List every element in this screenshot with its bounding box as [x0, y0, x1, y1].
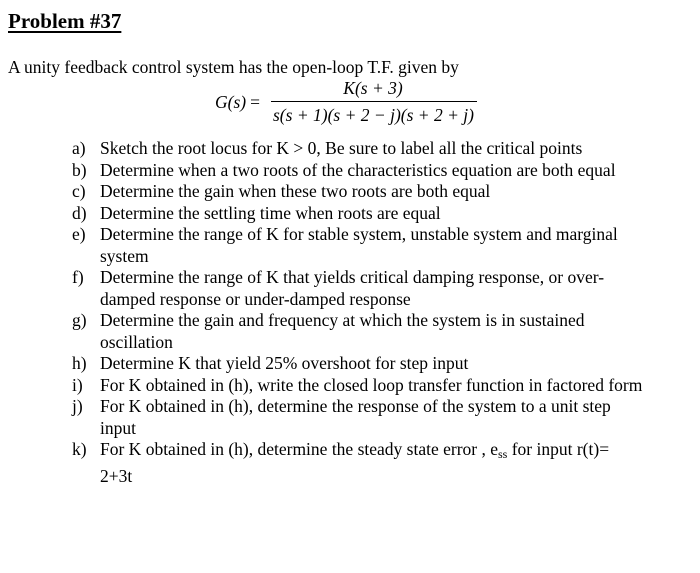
- list-item: [0, 138, 700, 160]
- list-item: [0, 396, 700, 439]
- item-label: a): [72, 138, 86, 158]
- equation-lhs-label: G(s): [215, 92, 247, 112]
- item-text-continued: system: [100, 245, 149, 266]
- equation-numerator: K(s + 3): [343, 78, 403, 98]
- list-item: [0, 160, 700, 182]
- item-text: Sketch the root locus for K > 0, Be sure to label all the critical points: [100, 138, 583, 158]
- list-item: [0, 181, 700, 203]
- list-item: [0, 353, 700, 375]
- item-text-part: For K obtained in (h), determine the steady state error , e: [100, 439, 498, 459]
- item-text-continued: input: [100, 417, 136, 438]
- item-text: Determine the settling time when roots are equal: [100, 202, 441, 223]
- problem-intro: A unity feedback control system has the open-loop T.F. given by: [8, 57, 459, 77]
- equation-denominator: s(s + 1)(s + 2 − j)(s + 2 + j): [273, 105, 474, 125]
- item-label: e): [72, 224, 86, 244]
- item-text-part: for input r(t)=: [507, 439, 610, 459]
- item-label: g): [72, 310, 87, 330]
- item-text: Determine the range of K for stable system, unstable system and marginal: [100, 224, 618, 244]
- item-text-continued: 2+3t: [100, 465, 133, 486]
- list-item: [0, 310, 700, 353]
- error-subscript: ss: [498, 447, 508, 461]
- list-item: [0, 439, 700, 487]
- equation-lhs: [215, 92, 260, 113]
- item-label: k): [72, 439, 87, 459]
- fraction-bar: [271, 101, 477, 102]
- transfer-function-equation: [215, 78, 505, 138]
- item-text: For K obtained in (h), determine the response of the system to a unit step: [100, 396, 611, 416]
- item-label: d): [72, 202, 87, 223]
- item-text: Determine the gain when these two roots are both equal: [100, 181, 491, 201]
- list-item: [0, 224, 700, 267]
- list-item: [0, 375, 700, 397]
- equation-equals-sign: =: [250, 92, 260, 112]
- item-text: Determine K that yield 25% overshoot for step input: [100, 353, 469, 373]
- list-item: [0, 203, 700, 225]
- problem-title: Problem #37: [8, 9, 122, 33]
- item-text: Determine when a two roots of the characteristics equation are both equal: [100, 159, 616, 180]
- item-label: b): [72, 159, 87, 180]
- item-label: j): [72, 396, 83, 416]
- item-text-continued: oscillation: [100, 331, 173, 352]
- item-text: Determine the gain and frequency at which the system is in sustained: [100, 310, 585, 330]
- list-item: [0, 267, 700, 310]
- item-label: f): [72, 267, 84, 287]
- item-text: Determine the range of K that yields critical damping response, or over-: [100, 267, 605, 287]
- item-label: h): [72, 353, 87, 373]
- question-list: [0, 138, 700, 487]
- item-text: [100, 439, 698, 466]
- item-label: i): [72, 374, 83, 395]
- item-label: c): [72, 181, 86, 201]
- item-text-continued: damped response or under-damped response: [100, 288, 411, 309]
- item-text: For K obtained in (h), write the closed loop transfer function in factored form: [100, 374, 643, 395]
